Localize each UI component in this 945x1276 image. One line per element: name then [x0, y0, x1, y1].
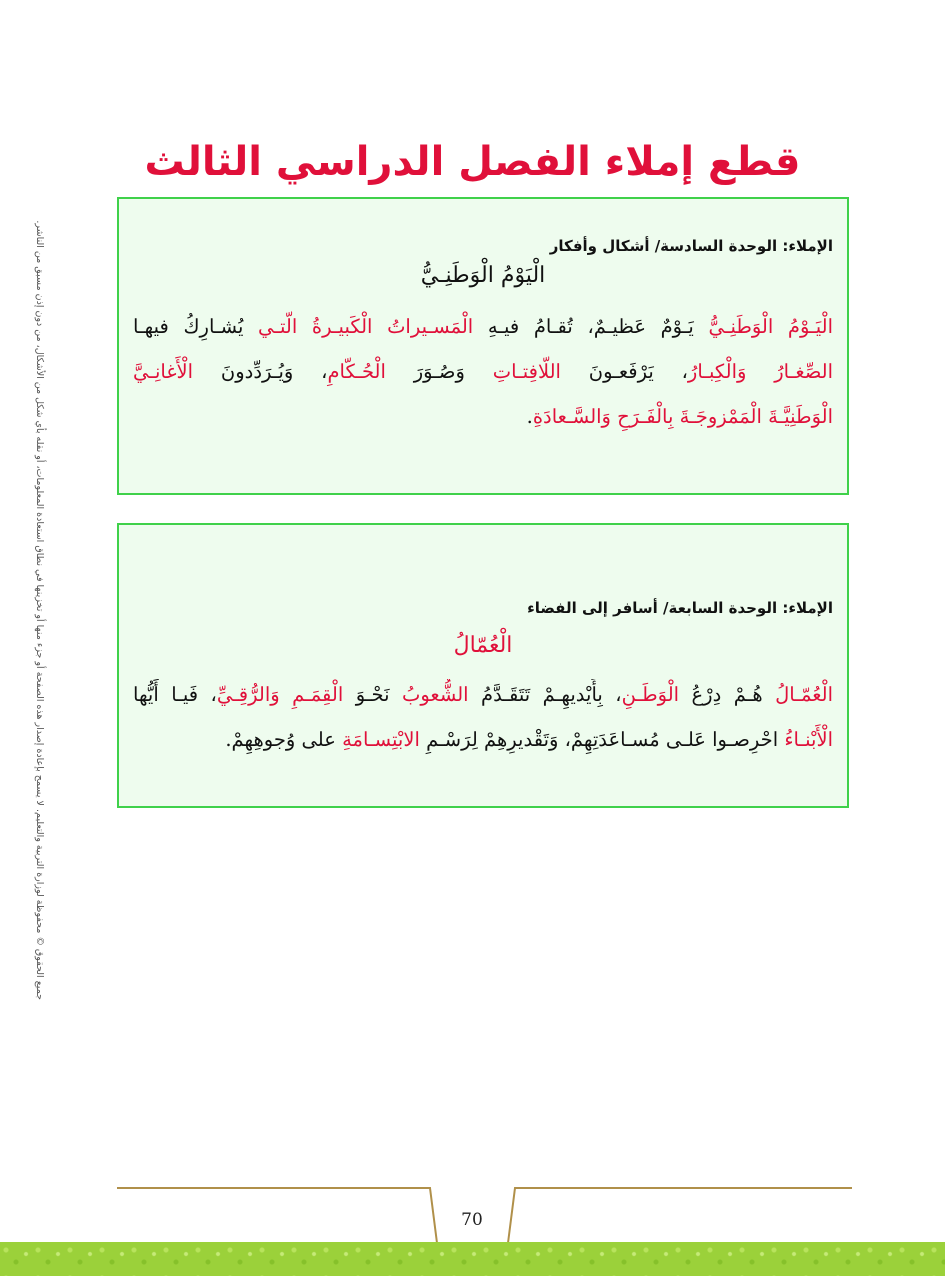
passage-line — [133, 401, 833, 433]
copyright-note: جميع الحقوق © محفوظة لوزارة التربية والتعليم. لا يسمح بإعادة إصدار هذه الصفحة أو جزء منها أو تخزينها في نطاق استعادة المعلومات، أو نقله بأي شكل من الأشكال، من دون إذن مسبق من الناشر. — [34, 220, 45, 1000]
passage-text: نَحْـوَ — [343, 683, 402, 706]
page-number: 70 — [461, 1210, 483, 1230]
highlighted-word: الْأَغانِـيَّ — [133, 360, 194, 383]
highlighted-word: الشُّعوبُ — [402, 683, 469, 706]
passage-title: الْعُمّالُ — [453, 633, 513, 658]
highlighted-word: الْوَطَـنِ — [621, 683, 680, 706]
passage-line — [133, 311, 833, 343]
passage-text: هُـمْ دِرْعُ — [679, 683, 776, 706]
passage-text: ، فَيـا أَيُّها — [133, 683, 217, 706]
passage-text: ، وَيُـرَدِّدونَ — [193, 360, 328, 383]
highlighted-word: الْوَطَنِيَّـةَ الْمَمْزوجَـةَ بِالْفَـرَحِ وَالسَّـعادَةِ — [532, 405, 833, 428]
highlighted-word: الْأَبْنـاءُ — [784, 728, 833, 751]
highlighted-word: الْيَـوْمُ الْوَطَنِـيُّ — [708, 315, 833, 338]
passage-line — [133, 356, 833, 388]
unit-label: الإملاء: الوحدة السادسة/ أشكال وأفكار — [549, 237, 833, 255]
passage-title: الْيَوْمُ الْوَطَنِـيُّ — [420, 263, 546, 288]
highlighted-word: الْقِمَـمِ وَالرُّقِـيِّ — [216, 683, 344, 706]
passage-text: احْرِصـوا عَلـى مُسـاعَدَتِهِمْ، وَتَقْديرِهِمْ لِرَسْـمِ — [419, 728, 785, 751]
passage-line — [133, 724, 833, 756]
passage-text: على وُجوهِهِمْ. — [225, 728, 343, 751]
highlighted-word: الْعُمّـالُ — [775, 683, 833, 706]
unit-label: الإملاء: الوحدة السابعة/ أسافر إلى الفضاء — [527, 599, 833, 617]
passage-text: ، يَرْفَعـونَ — [560, 360, 688, 383]
highlighted-word: الْمَسـيراتُ الْكَبيـرةُ الّتـي — [258, 315, 474, 338]
passage-text: وَصُـوَرَ — [385, 360, 493, 383]
passage-text: يُشـارِكُ فيهـا — [133, 315, 259, 338]
passage-text: ، بِأَيْديهِـمْ تَتَقَـدَّمُ — [468, 683, 622, 706]
dictation-box-1 — [117, 197, 849, 495]
dictation-box-2 — [117, 523, 849, 808]
passage-text: يَـوْمٌ عَظيـمٌ، تُقـامُ فيـهِ — [473, 315, 709, 338]
highlighted-word: الابْتِسـامَةِ — [342, 728, 420, 751]
highlighted-word: اللّافِتـاتِ — [492, 360, 561, 383]
highlighted-word: الصِّغـارُ وَالْكِبـارُ — [687, 360, 833, 383]
highlighted-word: الْحُـكّامِ — [327, 360, 386, 383]
page-title: قطع إملاء الفصل الدراسي الثالث — [144, 139, 801, 185]
passage-line — [133, 679, 833, 711]
passage-text: . — [526, 405, 533, 428]
footer-band — [0, 1242, 945, 1276]
